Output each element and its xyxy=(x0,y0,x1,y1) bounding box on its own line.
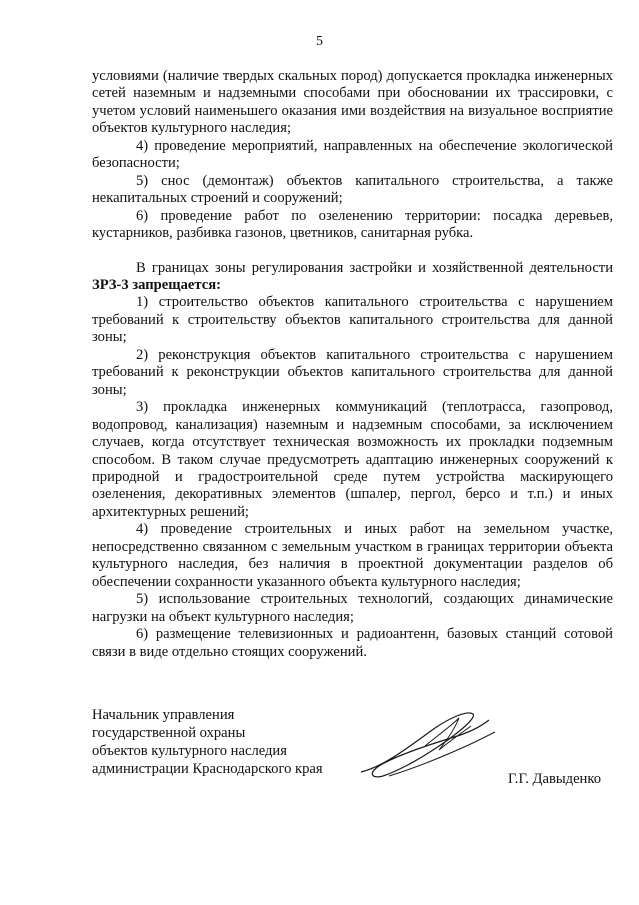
list-item: 4) проведение мероприятий, направленных на обеспечение экологической безопасности; xyxy=(92,137,613,172)
signatory-title-line: Начальник управления xyxy=(92,707,235,723)
section-intro-bold: ЗРЗ-3 запрещается: xyxy=(92,276,221,293)
paragraph-continuation: условиями (наличие твердых скальных пород) допускается прокладка инженерных сетей наземным и надземными способами при обосновании их трассировки, с учетом условий наименьшего оказания ими воздействия на визуальное восприятие объектов культурного наследия; xyxy=(92,68,613,137)
document-body xyxy=(92,68,613,661)
signatory-title xyxy=(92,706,613,778)
section-intro-text: В границах зоны регулирования застройки и хозяйственной деятельности xyxy=(136,259,613,276)
signatory-title-line: объектов культурного наследия xyxy=(92,743,287,759)
signature-block xyxy=(92,706,613,778)
list-item: 1) строительство объектов капитального строительства с нарушением требований к строительству объектов капитального строительства для данной зоны; xyxy=(92,294,613,346)
list-item: 5) снос (демонтаж) объектов капитального строительства, а также некапитальных строений и сооружений; xyxy=(92,172,613,207)
list-item: 2) реконструкция объектов капитального строительства с нарушением требований к реконструкции объектов капитального строительства для данной зоны; xyxy=(92,346,613,398)
handwritten-signature xyxy=(355,706,505,786)
list-item: 6) проведение работ по озеленению территории: посадка деревьев, кустарников, разбивка газонов, цветников, санитарная рубка. xyxy=(92,207,613,242)
page-number: 5 xyxy=(316,34,323,49)
signatory-title-line: администрации Краснодарского края xyxy=(92,761,323,777)
section-intro xyxy=(92,260,613,295)
list-item: 5) использование строительных технологий, создающих динамические нагрузки на объект культурного наследия; xyxy=(92,591,613,625)
list-item: 3) прокладка инженерных коммуникаций (теплотрасса, газопровод, водопровод, канализация) наземным и надземным способами, за исключением случаев, когда отсутствует техническая возможность их прокладки подземным способом. В таком случае предусмотреть адаптацию инженерных сооружений к природной и градостроительной среде путем устройства маскирующего озеленения, декоративных элементов (шпалер, пергол, берсо и т.п.) и иных архитектурных решений; xyxy=(92,399,613,520)
signatory-title-line: государственной охраны xyxy=(92,725,246,741)
list-item: 4) проведение строительных и иных работ на земельном участке, непосредственно связанном с земельным участком в границах территории объекта культурного наследия, без наличия в проектной документации разделов об обеспечении сохранности указанного объекта культурного наследия; xyxy=(92,521,613,590)
list-item: 6) размещение телевизионных и радиоантенн, базовых станций сотовой связи в виде отдельно стоящих сооружений. xyxy=(92,626,613,660)
spacer xyxy=(92,243,613,260)
signatory-name: Г.Г. Давыденко xyxy=(508,771,602,787)
